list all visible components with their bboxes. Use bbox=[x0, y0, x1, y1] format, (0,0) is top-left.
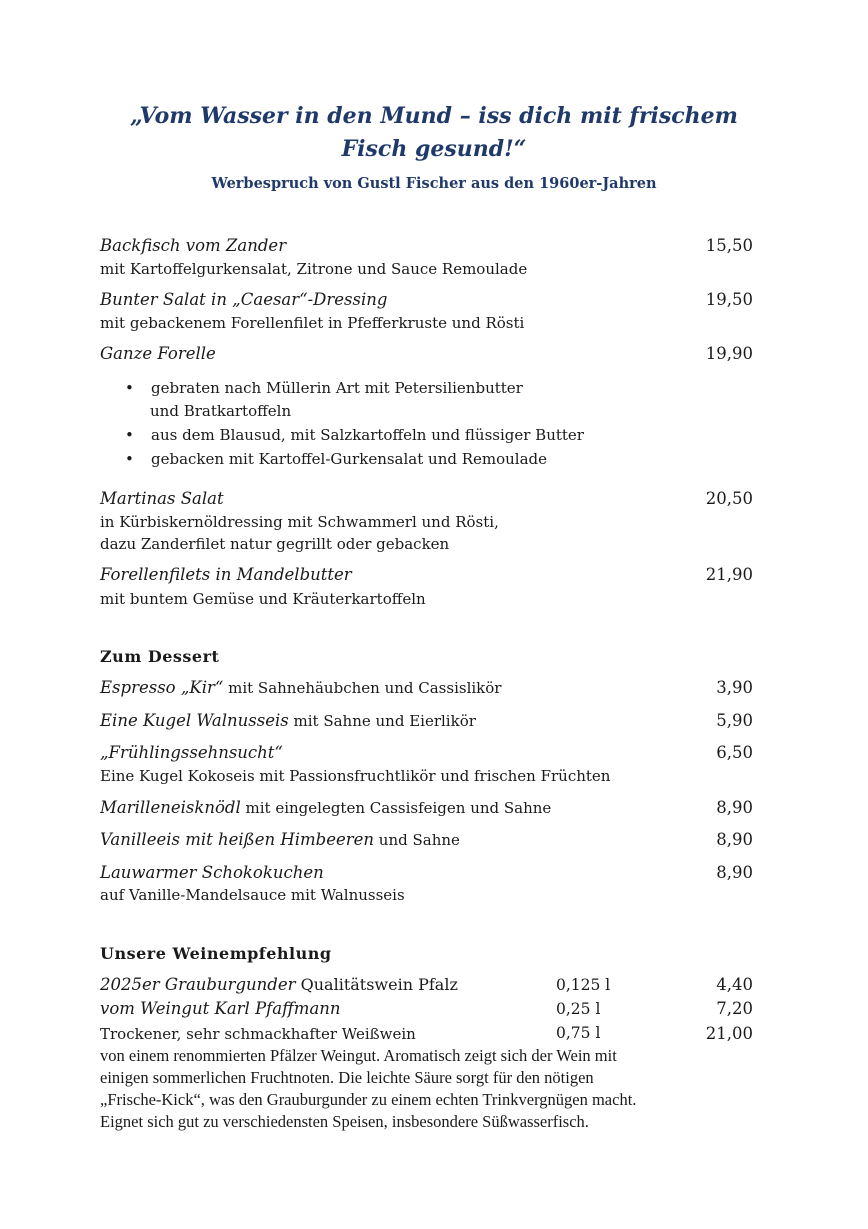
dessert-price: 8,90 bbox=[716, 798, 753, 817]
dish-name: Forellenfilets in Mandelbutter bbox=[100, 565, 352, 584]
dessert-description: und Sahne bbox=[374, 831, 460, 849]
wine-name: 2025er Grauburgunder bbox=[100, 975, 296, 994]
bullet-icon: • bbox=[125, 450, 134, 468]
dessert-name: Lauwarmer Schokokuchen bbox=[100, 863, 324, 882]
wine-size: 0,75 l bbox=[556, 1024, 601, 1042]
dessert-description: mit Sahne und Eierlikör bbox=[288, 712, 476, 730]
dessert-price: 3,90 bbox=[716, 678, 753, 697]
dish-name: Backfisch vom Zander bbox=[100, 236, 287, 255]
bullet-icon: • bbox=[125, 426, 134, 444]
dish-price: 19,50 bbox=[705, 290, 753, 309]
dessert-description: Eine Kugel Kokoseis mit Passionsfruchtlikör und frischen Früchten bbox=[100, 767, 611, 785]
dessert-name: Eine Kugel Walnusseis bbox=[100, 711, 289, 730]
wine-description: von einem renommierten Pfälzer Weingut. Aromatisch zeigt sich der Wein mit einigen sommerlichen Fruchtnoten. Die leichte Säure sorgt für den nötigen „Frische-Kick“, was den Grauburgunder zu einem echten Trinkvergnügen macht. Eignet sich gut zu verschiedensten Speisen, insbesondere Süßwasserfisch. bbox=[100, 1046, 637, 1131]
dessert-heading: Zum Dessert bbox=[100, 647, 220, 666]
dish-price: 21,90 bbox=[705, 565, 753, 584]
dish-description: mit Kartoffelgurkensalat, Zitrone und Sauce Remoulade bbox=[100, 260, 528, 278]
dessert-name: Vanilleeis mit heißen Himbeeren bbox=[100, 830, 375, 849]
dessert-description: mit eingelegten Cassisfeigen und Sahne bbox=[240, 799, 552, 817]
dish-name: Bunter Salat in „Caesar“-Dressing bbox=[100, 290, 388, 309]
wine-size: 0,25 l bbox=[556, 1000, 601, 1018]
bullet-icon: • bbox=[125, 379, 134, 397]
dish-price: 15,50 bbox=[705, 236, 753, 255]
option-item: • aus dem Blausud, mit Salzkartoffeln und flüssiger Butter bbox=[125, 426, 584, 444]
wine-quality: Qualitätswein Pfalz bbox=[295, 975, 458, 994]
option-item: • gebraten nach Müllerin Art mit Petersilienbutter bbox=[125, 379, 523, 397]
option-item-continuation: und Bratkartoffeln bbox=[150, 402, 292, 420]
wine-heading: Unsere Weinempfehlung bbox=[100, 944, 332, 963]
menu-title-line2: Fisch gesund!“ bbox=[341, 136, 527, 162]
dessert-price: 6,50 bbox=[716, 743, 753, 762]
option-item: • gebacken mit Kartoffel-Gurkensalat und Remoulade bbox=[125, 450, 548, 468]
dessert-name: Marilleneisknödl bbox=[100, 798, 241, 817]
wine-producer: vom Weingut Karl Pfaffmann bbox=[100, 999, 341, 1018]
wine-price: 7,20 bbox=[716, 999, 753, 1018]
wine-price: 21,00 bbox=[705, 1024, 753, 1043]
dish-price: 20,50 bbox=[705, 489, 753, 508]
dessert-name: „Frühlingssehnsucht“ bbox=[100, 743, 283, 762]
dessert-name: Espresso „Kir“ bbox=[100, 678, 224, 697]
wine-price: 4,40 bbox=[716, 975, 753, 994]
dish-description: dazu Zanderfilet natur gegrillt oder gebacken bbox=[100, 535, 450, 553]
wine-size: 0,125 l bbox=[556, 976, 611, 994]
dish-price: 19,90 bbox=[705, 344, 753, 363]
dessert-price: 8,90 bbox=[716, 830, 753, 849]
dessert-price: 8,90 bbox=[716, 863, 753, 882]
dish-description: mit gebackenem Forellenfilet in Pfefferkruste und Rösti bbox=[100, 314, 525, 332]
dish-name: Ganze Forelle bbox=[100, 344, 216, 363]
dessert-description: mit Sahnehäubchen und Cassislikör bbox=[223, 679, 502, 697]
dish-name: Martinas Salat bbox=[100, 489, 224, 508]
dessert-price: 5,90 bbox=[716, 711, 753, 730]
dessert-description: auf Vanille-Mandelsauce mit Walnusseis bbox=[100, 886, 405, 904]
dish-description: in Kürbiskernöldressing mit Schwammerl und Rösti, bbox=[100, 513, 499, 531]
menu-title-line1: „Vom Wasser in den Mund – iss dich mit frischem bbox=[130, 103, 738, 129]
wine-short-description: Trockener, sehr schmackhafter Weißwein bbox=[100, 1025, 416, 1043]
menu-subtitle: Werbespruch von Gustl Fischer aus den 1960er-Jahren bbox=[211, 175, 657, 192]
dish-description: mit buntem Gemüse und Kräuterkartoffeln bbox=[100, 590, 426, 608]
